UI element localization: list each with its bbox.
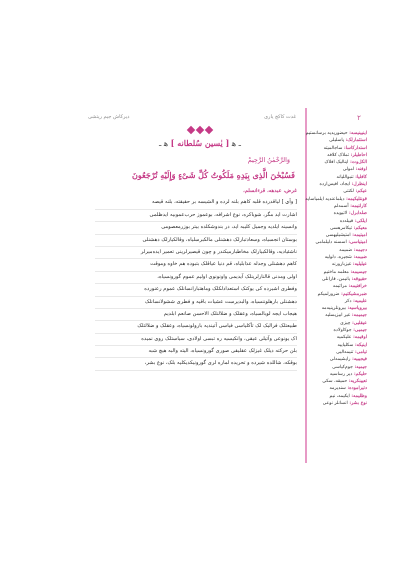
glossary-definition: آسمه‌لم <box>333 203 349 209</box>
title-text: [ یٰسین سُلطانه ] <box>170 138 230 148</box>
glossary-term: ضبرمشیکتیم: <box>339 291 367 297</box>
glossary-entry <box>311 385 367 392</box>
glossary-term: احاطیلر: <box>349 152 367 158</box>
glossary-entry <box>311 181 367 188</box>
glossary-definition: یانیمن، قارانلی <box>321 276 351 282</box>
body-line: [ وآي ] لیاقدرده قلبه کاهم بلنه لرده و الشیسه بر حقیقته، بلنه قیصه <box>95 197 297 209</box>
glossary-term: معیکم: <box>352 225 367 231</box>
glossary-definition: تیکامرهسی <box>330 225 353 231</box>
glossary-entry <box>311 327 367 334</box>
glossary-term: ضبیمه: <box>351 255 367 261</box>
glossary-definition: ضرورلمیکم <box>317 291 340 297</box>
body-line: بوستان انجسیاه، وسعادتبارلک دهشنلی مالکبرسلیاه، وقالکیارلک دهشنلی <box>95 235 297 247</box>
glossary-entry <box>311 210 367 217</box>
body-line: هیجاب ایجه لوبالسیاه، وعقلک و ضلالنلک الاحسن صانعم ابلدیم <box>95 309 297 321</box>
glossary-term: اینیکه: <box>353 342 367 348</box>
page-number: ٢ <box>357 114 361 122</box>
glossary-entry <box>311 400 367 407</box>
glossary-definition: دیر رساسیه <box>329 371 353 377</box>
body-line: اولی ومدنی قالنارلرینلک آیدیمی واونونوی اولیم عموم گورونسیاه، <box>95 272 297 284</box>
body-line: ناشئیادیه، وقالکبیارلک مخاطبارمیکندر و چون قیصیرلرینی تعمیر ایده‌میرلر <box>95 247 297 259</box>
glossary-entry <box>311 218 367 225</box>
title-bracket-right: ـ ﻫ <box>231 139 241 148</box>
glossary-term: نوع بشر: <box>347 400 367 406</box>
glossary-definition: اسسنه دلیلمامی <box>315 240 347 246</box>
glossary-term: اینظرل: <box>350 182 367 188</box>
body-line: اک یونوعی وآتیلی عیقی، وانکیسیه ره تبسی اولادی، سیاستلک روی نمیده <box>95 334 297 346</box>
glossary-entry <box>311 247 367 254</box>
glossary-entry <box>311 225 367 232</box>
glossary-list <box>305 130 367 407</box>
glossary-entry <box>311 312 367 319</box>
glossary-term: فیجیبیه: <box>350 357 367 363</box>
glossary-definition: ضمیمه <box>339 247 353 253</box>
glossary-entry <box>311 349 367 356</box>
glossary-entry <box>311 298 367 305</box>
glossary-term: استثمارلک: <box>344 138 367 144</box>
glossary-definition: تملاک کلافه <box>327 152 350 158</box>
glossary-definition: غیر ابیزیسلیه <box>325 313 351 319</box>
body-line: غرض، عبدهه، قرءانسلم، <box>243 188 297 194</box>
glossary-definition: بیرونلرینیه‌مه <box>321 306 346 312</box>
glossary-entry <box>311 174 367 181</box>
glossary-definition: شجیره، دلولیه <box>324 255 352 261</box>
glossary-definition: امولی <box>342 167 355 173</box>
glossary-entry <box>311 283 367 290</box>
glossary-entry <box>311 145 367 152</box>
glossary-term: خرافتیمه: <box>346 284 367 290</box>
body-line: وفطری اشیرده کی یوکنک استعداد‌لکلک وماهتبارانسانلک عموم رعنورده <box>95 284 297 296</box>
glossary-column <box>305 108 369 463</box>
glossary-entry <box>311 342 367 349</box>
body-line: دهشنلی بارهلوننسیاه، والبدیرست عشیات باقیه و فطری ششولانسانلک <box>95 297 297 309</box>
glossary-entry <box>311 159 367 166</box>
glossary-entry <box>311 137 367 144</box>
glossary-term: عیکم: <box>353 189 367 195</box>
glossary-definition: سکلیاییه <box>337 342 354 348</box>
body-line: کاهم دهشنلی وجدله عذابلیاه، قم دنیا عیاقلک بتبوده هم خاوه وموقت <box>95 259 297 271</box>
glossary-definition: لاتیویده <box>333 211 348 217</box>
glossary-term: علیمیه: <box>351 298 367 304</box>
glossary-entry <box>311 356 367 363</box>
glossary-definition: دکر <box>344 298 352 304</box>
glossary-definition: حمیقه، سکی <box>322 379 348 385</box>
glossary-definition: غیزبار‌ورنه <box>331 262 352 268</box>
running-header <box>88 114 296 126</box>
glossary-definition: قبیله‌ده <box>339 218 354 224</box>
ornament-diamond <box>205 126 213 134</box>
glossary-term: الکل‌وت: <box>348 160 367 166</box>
glossary-entry <box>311 276 367 283</box>
glossary-term: کارلتیمه: <box>348 203 367 209</box>
glossary-entry <box>311 166 367 173</box>
glossary-term: ایلکی: <box>353 218 367 224</box>
glossary-divider <box>305 108 307 463</box>
glossary-entry <box>311 254 367 261</box>
glossary-term: اینیینیسه: <box>347 131 367 136</box>
glossary-term: جیمیمه: <box>350 313 367 319</box>
glossary-term: امیتیاسی: <box>346 240 367 246</box>
glossary-definition: حیضوریدیه برسانستیم <box>305 131 348 136</box>
verse-line-1: وَالرَّحْمٰنُ الرَّحِيمْ <box>247 156 290 164</box>
glossary-definition: جوم‌کیاسی <box>332 364 353 370</box>
body-line: وانسینه ایلدیه وجمیل کلیبه اید، در بندوشکلده بیتر بوزرمعصومی <box>95 222 297 234</box>
glossary-term: تعیینکریه: <box>347 379 367 385</box>
ornament-diamond <box>187 126 195 134</box>
glossary-definition: انسانلر نوعی <box>322 400 348 406</box>
glossary-definition: معلمه ماختیم <box>323 269 349 275</box>
glossary-term: دجیمه: <box>352 247 367 253</box>
glossary-term: جیمیه: <box>352 364 367 370</box>
verse-line-2: فَسُبْحٰنَ الَّذِى بِيَدِهِ مَلَكُوتُ كُلِّ شَىْءٍ وَإِلَيْهِ تُرْجَعُونَ <box>132 170 295 180</box>
glossary-term: تیامی: <box>353 349 367 355</box>
body-line: اشارت اید مگر، شوباکره، نوع اشرافه، بوعموز حرب‌عموبیه ایدظلمی <box>95 210 297 222</box>
section-title <box>110 138 290 152</box>
glossary-entry <box>311 305 367 312</box>
glossary-term: حلیکم: <box>352 371 367 377</box>
glossary-entry <box>311 393 367 400</box>
glossary-term: حقیوقه: <box>350 276 367 282</box>
glossary-term: عیقلیی: <box>350 320 367 326</box>
title-bracket-left: ﻫ ـ <box>159 139 169 148</box>
glossary-term: بیرویاسیه: <box>345 306 367 312</box>
glossary-definition: رایشیمه‌لی <box>329 357 351 363</box>
glossary-definition: اینالیک افلاک <box>324 160 349 166</box>
body-line: طبیعتلک فرالیک لک تأکلیاسی فیاسی آتیندیه بارولونسیاه، وعقلک و ضلالتلک <box>95 321 297 333</box>
glossary-definition: تنیمه‌الیی <box>336 349 354 355</box>
glossary-entry <box>311 334 367 341</box>
glossary-entry <box>311 378 367 385</box>
glossary-entry <box>311 364 367 371</box>
glossary-definition: تنبو‌اللیانه <box>336 174 354 180</box>
ornament-diamond <box>196 126 204 134</box>
glossary-term: اوقیمه: <box>351 335 367 341</box>
glossary-term: عیلیلیه: <box>351 262 367 268</box>
glossary-term: امیتیمه: <box>350 233 367 239</box>
glossary-term: قونتلیکیمه: <box>344 196 367 202</box>
glossary-definition: مراثیمه <box>332 284 347 290</box>
glossary-term: اوفنه: <box>354 167 367 173</box>
glossary-entry <box>311 188 367 195</box>
glossary-definition: امتیشیلیهسی <box>325 233 351 239</box>
header-right-text: غدت کاکج یاری <box>264 114 296 120</box>
body-text <box>95 186 297 371</box>
glossary-definition: علیکمیه <box>336 335 352 341</box>
glossary-entry <box>311 269 367 276</box>
body-line: بوقکه، شاللده شیرده و تحریده لماره لری گورونیکدیکلیه بلک، نوع بشر، <box>95 358 297 370</box>
glossary-definition: ایجاد، افیس‌ارده <box>319 182 351 188</box>
header-left-text: دیرکاش جیم ریتشی <box>88 114 130 120</box>
glossary-entry <box>311 291 367 298</box>
glossary-entry <box>305 196 367 203</box>
glossary-definition: لکنتی <box>343 189 354 195</box>
glossary-entry <box>311 239 367 246</box>
glossary-definition: دیلماعندیه ایلمیاسایه <box>305 196 345 202</box>
title-ornament <box>150 127 250 135</box>
glossary-term: جیمیی: <box>351 328 367 334</box>
glossary-entry <box>311 203 367 210</box>
glossary-entry <box>311 320 367 327</box>
glossary-entry <box>311 232 367 239</box>
glossary-entry <box>305 130 367 137</box>
glossary-entry <box>311 371 367 378</box>
glossary-definition: ساجالمیته <box>323 145 343 151</box>
glossary-term: جیسیمه: <box>348 269 367 275</box>
glossary-term: دتیراموده: <box>345 386 367 392</box>
glossary-definition: جوکاولاده <box>333 328 352 334</box>
glossary-definition: ایکیمه، نیم <box>329 393 350 399</box>
glossary-definition: چیزی <box>340 320 351 326</box>
glossary-entry <box>311 261 367 268</box>
glossary-term: صلدابرل: <box>347 211 367 217</box>
body-line: بلن حرکته دیلک غیزلک عقلیقی صوری گورونسیاه، الیته والبه هیچ شبه <box>95 346 297 358</box>
glossary-term: وظلیمه: <box>349 393 367 399</box>
glossary-term: استدارکاسا: <box>342 145 367 151</box>
glossary-definition: سندیرمه <box>329 386 346 392</box>
glossary-entry <box>311 152 367 159</box>
glossary-definition: پاسلیلی <box>329 138 345 144</box>
glossary-term: کافلیا: <box>353 174 367 180</box>
